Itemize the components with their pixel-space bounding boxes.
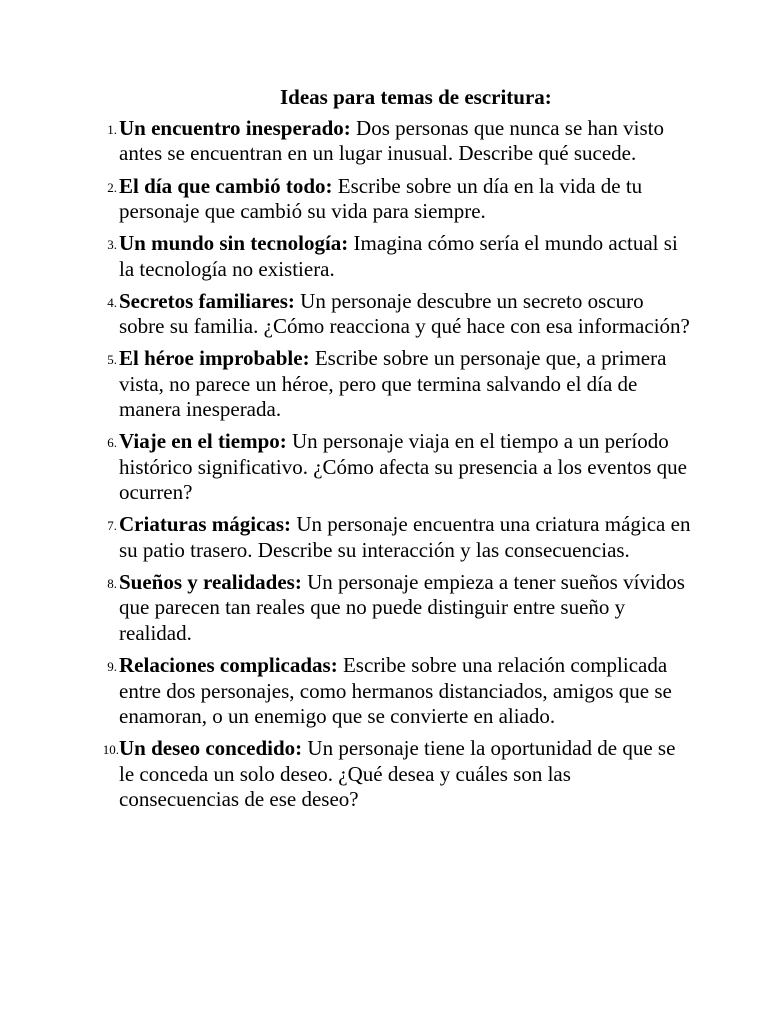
item-heading: Un deseo concedido: <box>119 736 303 761</box>
item-text: Escribe sobre un día en la vida de tu personaje que cambió su vida para siempre. <box>119 173 643 224</box>
list-item <box>0 116 694 167</box>
list-item <box>0 570 694 646</box>
item-heading: El día que cambió todo: <box>119 173 333 198</box>
item-heading: Un mundo sin tecnología: <box>119 231 349 256</box>
item-number: 10. <box>102 742 119 758</box>
item-text: Escribe sobre una relación complicada entre dos personajes, como hermanos distanciados, amigos que se enamoran, o un enemigo que se convierte en aliado. <box>119 653 672 728</box>
item-number: 8. <box>107 576 117 592</box>
list-item <box>0 736 694 812</box>
item-number: 3. <box>107 237 117 253</box>
item-text: Un personaje empieza a tener sueños vívidos que parecen tan reales que no puede distinguir entre sueño y realidad. <box>119 570 685 645</box>
item-text: Dos personas que nunca se han visto antes se encuentran en un lugar inusual. Describe qué sucede. <box>119 116 664 166</box>
item-text: Un personaje encuentra una criatura mágica en su patio trasero. Describe su interacción y las consecuencias. <box>119 512 691 562</box>
list-item <box>0 289 694 340</box>
list-item <box>0 346 694 422</box>
item-heading: Sueños y realidades: <box>119 570 302 595</box>
page-title: Ideas para temas de escritura: <box>280 85 552 109</box>
list-item <box>0 653 694 729</box>
item-number: 9. <box>107 659 117 675</box>
item-text: Un personaje descubre un secreto oscuro sobre su familia. ¿Cómo reacciona y qué hace con esa información? <box>119 288 690 339</box>
list-item <box>0 174 694 225</box>
writing-ideas-list <box>0 116 768 819</box>
item-text: Escribe sobre un personaje que, a primera vista, no parece un héroe, pero que termina salvando el día de manera inesperada. <box>119 346 667 422</box>
item-number: 5. <box>107 352 117 368</box>
item-heading: Viaje en el tiempo: <box>119 429 287 454</box>
item-text: Un personaje tiene la oportunidad de que se le conceda un solo deseo. ¿Qué desea y cuáles son las consecuencias de ese deseo? <box>119 736 676 811</box>
item-text: Un personaje viaja en el tiempo a un período histórico significativo. ¿Cómo afecta su presencia a los eventos que ocurren? <box>119 429 687 505</box>
list-item <box>0 512 694 563</box>
item-number: 4. <box>107 294 117 310</box>
item-heading: Secretos familiares: <box>119 288 295 313</box>
list-item <box>0 231 694 282</box>
item-heading: El héroe improbable: <box>119 346 310 371</box>
item-heading: Relaciones complicadas: <box>119 653 338 678</box>
item-number: 7. <box>107 518 117 534</box>
item-number: 6. <box>107 435 117 451</box>
item-number: 2. <box>107 179 117 195</box>
list-item <box>0 429 694 505</box>
item-heading: Criaturas mágicas: <box>119 512 292 537</box>
item-number: 1. <box>107 122 117 137</box>
item-text: Imagina cómo sería el mundo actual si la tecnología no existiera. <box>119 231 678 281</box>
item-heading: Un encuentro inesperado: <box>119 116 351 140</box>
